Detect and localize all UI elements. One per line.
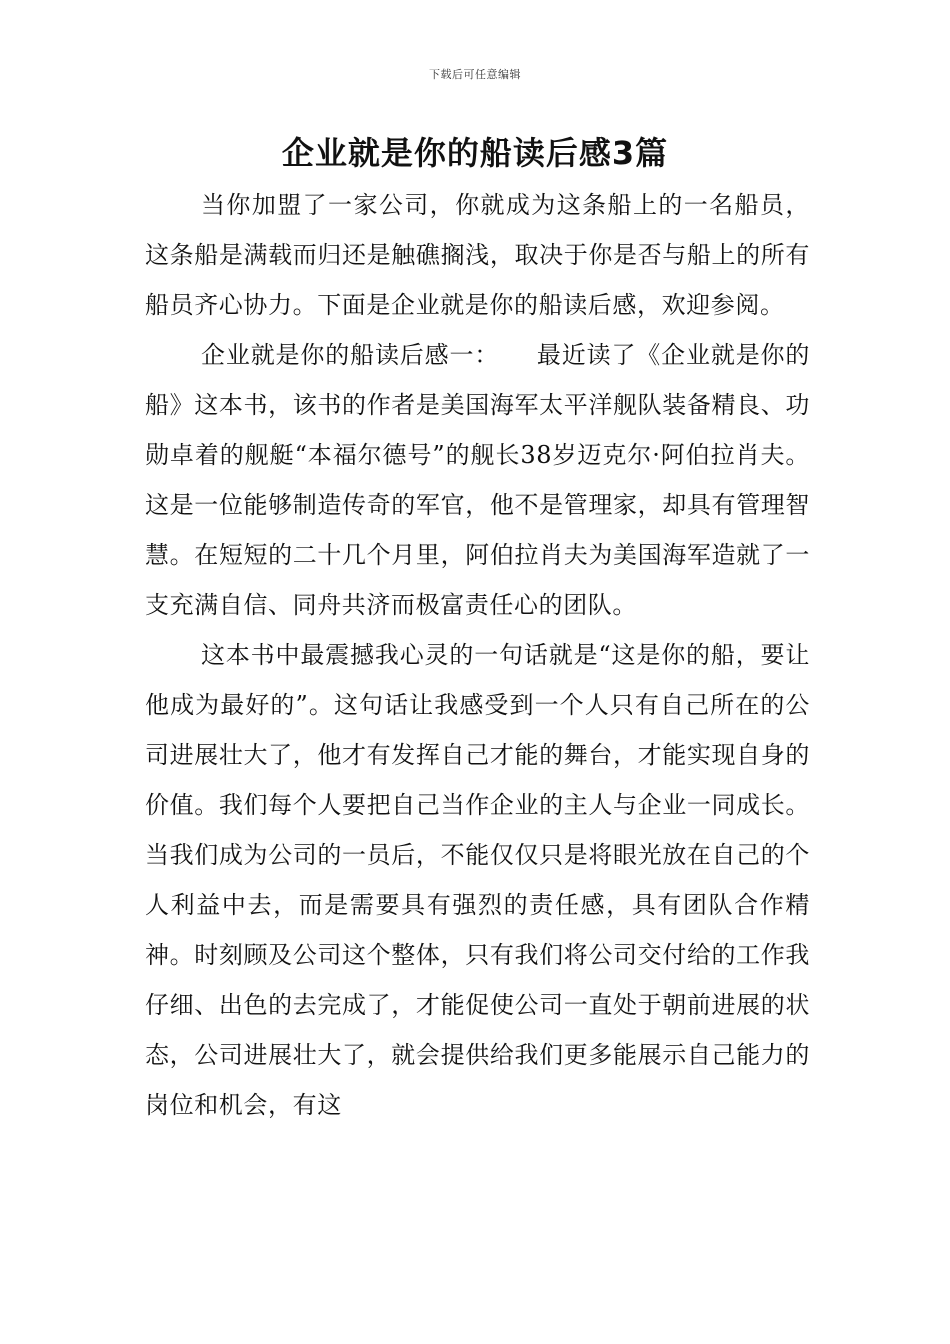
paragraph-intro: 当你加盟了一家公司，你就成为这条船上的一名船员，这条船是满载而归还是触礁搁浅，取决于你是否与船上的所有船员齐心协力。下面是企业就是你的船读后感，欢迎参阅。 <box>145 191 810 319</box>
document-title: 企业就是你的船读后感3篇 <box>281 134 669 172</box>
document-body <box>145 180 810 1130</box>
paragraph-review-one: 企业就是你的船读后感一： 最近读了《企业就是你的船》这本书，该书的作者是美国海军太平洋舰队装备精良、功勋卓着的舰艇“本福尔德号”的舰长38岁迈克尔·阿伯拉肖夫。这是一位能够制造传奇的军官，他不是管理家，却具有管理智慧。在短短的二十几个月里，阿伯拉肖夫为美国海军造就了一支充满自信、同舟共济而极富责任心的团队。 <box>145 341 810 619</box>
paragraph-quote-reflection: 这本书中最震撼我心灵的一句话就是“这是你的船，要让他成为最好的”。这句话让我感受到一个人只有自己所在的公司进展壮大了，他才有发挥自己才能的舞台，才能实现自身的价值。我们每个人要把自己当作企业的主人与企业一同成长。当我们成为公司的一员后，不能仅仅只是将眼光放在自己的个人利益中去，而是需要具有强烈的责任感，具有团队合作精神。时刻顾及公司这个整体，只有我们将公司交付给的工作我仔细、出色的去完成了，才能促使公司一直处于朝前进展的状态，公司进展壮大了，就会提供给我们更多能展示自己能力的岗位和机会，有这 <box>145 641 810 1119</box>
header-note: 下载后可任意编辑 <box>429 68 521 81</box>
